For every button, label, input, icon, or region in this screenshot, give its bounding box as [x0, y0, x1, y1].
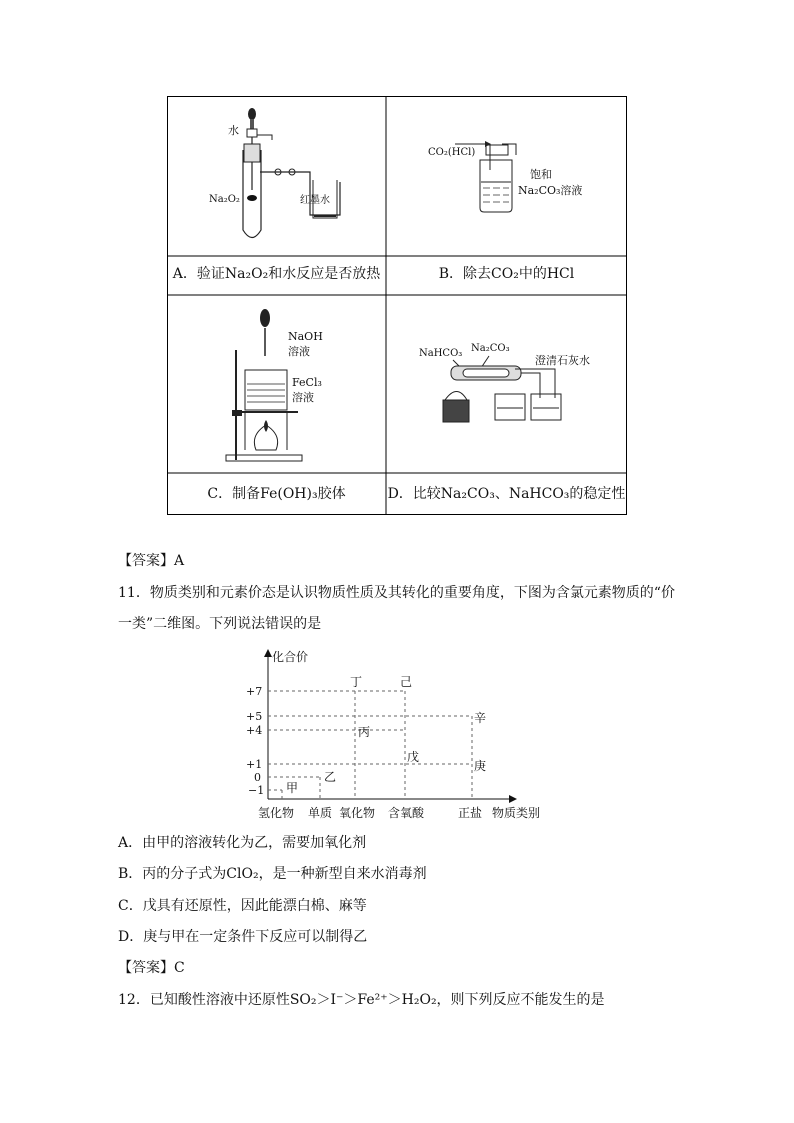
q11-stem-line2: 一类”二维图。下列说法错误的是 [118, 616, 322, 632]
label-na2co3-solution: Na₂CO₃溶液 [518, 184, 583, 197]
label-water: 水 [228, 124, 239, 137]
point-ding: 丁 [350, 675, 363, 689]
answer-10: 【答案】A [118, 553, 185, 569]
q11-option-c: C．戊具有还原性，因此能漂白棉、麻等 [118, 898, 367, 914]
cell-a-label: A．验证Na₂O₂和水反应是否放热 [172, 266, 381, 282]
cell-b-label: B．除去CO₂中的HCl [438, 266, 575, 282]
figure-b-washing-bottle [420, 130, 620, 220]
tick-minus1: −1 [248, 784, 265, 797]
q11-option-d: D．庚与甲在一定条件下反应可以制得乙 [118, 929, 368, 945]
label-na2co3: Na₂CO₃ [471, 343, 510, 354]
y-axis-label: 化合价 [272, 650, 309, 664]
xcat-salt: 正盐 [458, 806, 483, 820]
cell-d-label: D．比较Na₂CO₃、NaHCO₃的稳定性 [387, 486, 626, 502]
xcat-oxide: 氧化物 [339, 806, 376, 820]
label-limewater: 澄清石灰水 [535, 354, 590, 367]
tick-plus7: +7 [246, 685, 263, 698]
guide-lines [268, 691, 472, 799]
label-naoh: NaOH [288, 330, 323, 343]
figure-d-stability [415, 338, 615, 433]
valence-category-chart [240, 645, 560, 825]
label-fecl3-solution: 溶液 [292, 391, 314, 404]
figure-c-colloid [220, 300, 350, 470]
tick-plus1: +1 [246, 758, 263, 771]
q11-option-a: A．由甲的溶液转化为乙，需要加氧化剂 [118, 835, 367, 851]
answer-11: 【答案】C [118, 960, 185, 976]
xcat-element: 单质 [308, 806, 333, 820]
q11-stem-line1: 11．物质类别和元素价态是认识物质性质及其转化的重要角度，下图为含氯元素物质的“价 [118, 585, 675, 601]
point-ji: 己 [400, 675, 413, 689]
q11-option-b: B．丙的分子式为ClO₂，是一种新型自来水消毒剂 [118, 866, 427, 882]
cell-c-label: C．制备Fe(OH)₃胶体 [207, 486, 346, 502]
label-ink: 红墨水 [300, 195, 330, 206]
tick-plus4: +4 [246, 724, 263, 737]
xcat-hydride: 氢化物 [258, 806, 295, 820]
tick-plus5: +5 [246, 710, 263, 723]
point-geng: 庚 [474, 759, 487, 773]
xcat-oxyacid: 含氧酸 [388, 806, 425, 820]
label-na2o2: Na₂O₂ [209, 194, 240, 205]
label-saturated: 饱和 [530, 168, 552, 181]
q12-stem: 12．已知酸性溶液中还原性SO₂＞I⁻＞Fe²⁺＞H₂O₂，则下列反应不能发生的是 [118, 992, 605, 1008]
figure-a-exothermic [200, 100, 370, 250]
point-jia: 甲 [286, 781, 299, 795]
point-wu: 戊 [407, 750, 420, 764]
tick-zero: 0 [254, 771, 261, 784]
point-bing: 丙 [358, 725, 371, 739]
label-co2-hcl: CO₂(HCl) [428, 147, 476, 158]
point-yi: 乙 [324, 770, 337, 784]
label-naoh-solution: 溶液 [288, 345, 310, 358]
point-xin: 辛 [474, 711, 487, 725]
label-nahco3: NaHCO₃ [419, 348, 463, 359]
x-axis-label: 物质类别 [492, 806, 541, 820]
label-fecl3: FeCl₃ [292, 376, 322, 389]
